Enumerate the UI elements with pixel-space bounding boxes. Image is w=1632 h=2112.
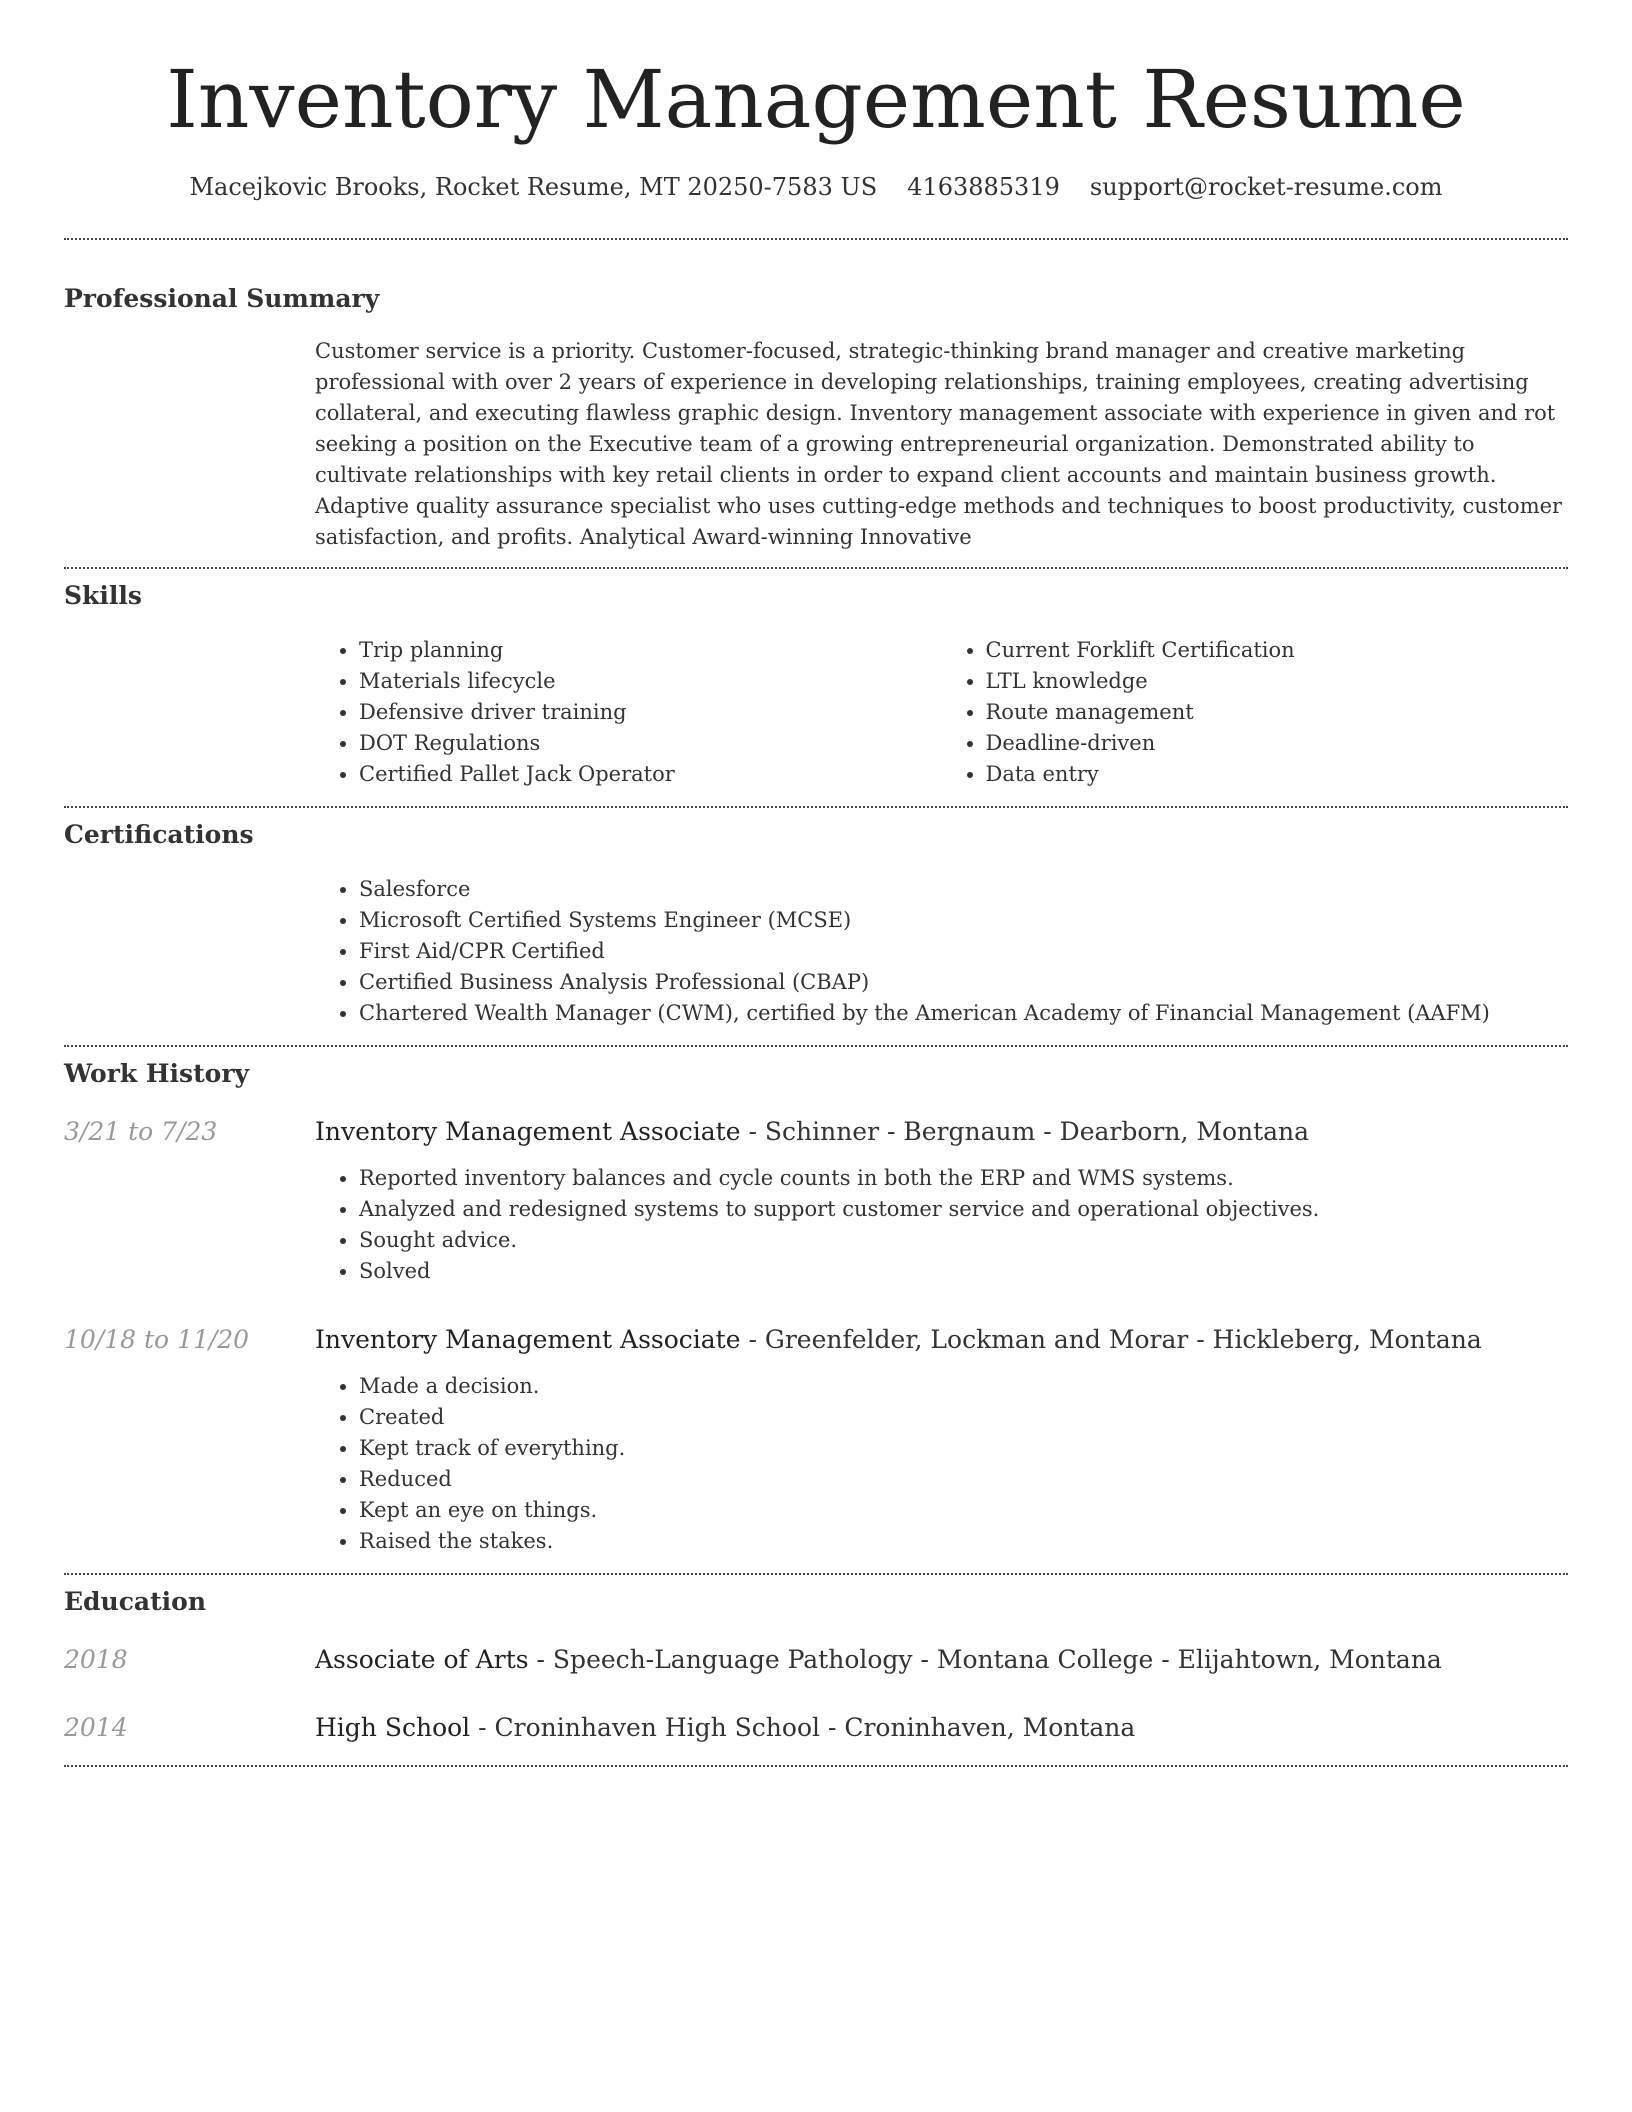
skill-item: • LTL knowledge xyxy=(986,666,1569,697)
skill-item: • Data entry xyxy=(986,759,1569,790)
job-details xyxy=(315,1163,1568,1287)
divider xyxy=(64,1765,1568,1767)
work-section xyxy=(64,1047,1568,1557)
education-section xyxy=(64,1575,1568,1745)
skills-list-right xyxy=(942,635,1569,790)
resume-title: Inventory Management Resume xyxy=(166,53,1466,146)
job-bullet: • Made a decision. xyxy=(359,1371,1568,1402)
job-header xyxy=(64,1323,1568,1357)
skill-item: • Materials lifecycle xyxy=(359,666,942,697)
skills-grid xyxy=(315,635,1568,790)
section-heading: Education xyxy=(64,1587,207,1616)
section-heading: Professional Summary xyxy=(64,284,380,313)
education-year: 2014 xyxy=(64,1713,128,1742)
certification-item: • Chartered Wealth Manager (CWM), certified by the American Academy of Financial Management (AAFM) xyxy=(359,998,1568,1029)
education-year: 2018 xyxy=(64,1645,128,1674)
education-details: - Croninhaven High School - Croninhaven, Montana xyxy=(470,1713,1136,1742)
job-bullet: • Kept track of everything. xyxy=(359,1433,1568,1464)
skill-item: • Deadline-driven xyxy=(986,728,1569,759)
job-role: Inventory Management Associate xyxy=(315,1117,741,1146)
job-bullet: • Analyzed and redesigned systems to support customer service and operational objectives. xyxy=(359,1194,1568,1225)
skill-item: • Route management xyxy=(986,697,1569,728)
job-bullet: • Raised the stakes. xyxy=(359,1526,1568,1557)
job-title-line xyxy=(315,1323,1482,1357)
job-company: - Schinner - Bergnaum - Dearborn, Montana xyxy=(740,1117,1310,1146)
job-entry xyxy=(64,1115,1568,1287)
section-heading: Work History xyxy=(64,1059,250,1088)
skill-item: • Certified Pallet Jack Operator xyxy=(359,759,942,790)
education-title-line xyxy=(315,1643,1442,1677)
job-company: - Greenfelder, Lockman and Morar - Hickleberg, Montana xyxy=(740,1325,1482,1354)
skill-item: • Defensive driver training xyxy=(359,697,942,728)
contact-address: Macejkovic Brooks, Rocket Resume, MT 20250-7583 US xyxy=(189,173,878,201)
education-degree: High School xyxy=(315,1713,471,1742)
job-bullet: • Reported inventory balances and cycle counts in both the ERP and WMS systems. xyxy=(359,1163,1568,1194)
job-dates: 10/18 to 11/20 xyxy=(64,1325,250,1354)
job-bullets xyxy=(315,1163,1568,1287)
job-dates: 3/21 to 7/23 xyxy=(64,1117,218,1146)
job-bullet: • Kept an eye on things. xyxy=(359,1495,1568,1526)
certifications-content xyxy=(315,874,1568,1029)
skills-section xyxy=(64,569,1568,790)
certifications-list xyxy=(315,874,1568,1029)
education-entry xyxy=(64,1711,1568,1745)
job-bullet: • Solved xyxy=(359,1256,1568,1287)
summary-section xyxy=(64,240,1568,553)
contact-phone: 4163885319 xyxy=(907,173,1060,201)
education-entry xyxy=(64,1643,1568,1677)
job-entry xyxy=(64,1323,1568,1557)
section-heading: Certifications xyxy=(64,820,254,849)
job-title-line xyxy=(315,1115,1309,1149)
certification-item: • Salesforce xyxy=(359,874,1568,905)
skill-item: • Current Forklift Certification xyxy=(986,635,1569,666)
skill-item: • Trip planning xyxy=(359,635,942,666)
job-bullet: • Created xyxy=(359,1402,1568,1433)
certification-item: • Microsoft Certified Systems Engineer (MCSE) xyxy=(359,905,1568,936)
skills-list-left xyxy=(315,635,942,790)
education-title-line xyxy=(315,1711,1135,1745)
certification-item: • Certified Business Analysis Professional (CBAP) xyxy=(359,967,1568,998)
contact-email: support@rocket-resume.com xyxy=(1089,173,1443,201)
job-bullet: • Sought advice. xyxy=(359,1225,1568,1256)
contact-line xyxy=(64,170,1568,204)
job-bullets xyxy=(315,1371,1568,1557)
skill-item: • DOT Regulations xyxy=(359,728,942,759)
certification-item: • First Aid/CPR Certified xyxy=(359,936,1568,967)
job-header xyxy=(64,1115,1568,1149)
job-bullet: • Reduced xyxy=(359,1464,1568,1495)
job-role: Inventory Management Associate xyxy=(315,1325,741,1354)
summary-text: Customer service is a priority. Customer-focused, strategic-thinking brand manager and creative marketing professional with over 2 years of experience in developing relationships, training employees, creating advertising collateral, and executing flawless graphic design. Inventory management associate with experience in given and rot seeking a position on the Executive team of a growing entrepreneurial organization. Demonstrated ability to cultivate relationships with key retail clients in order to expand client accounts and maintain business growth. Adaptive quality assurance specialist who uses cutting-edge methods and techniques to boost productivity, customer satisfaction, and profits. Analytical Award-winning Innovative xyxy=(315,339,1563,549)
certifications-section xyxy=(64,808,1568,1029)
job-details xyxy=(315,1371,1568,1557)
education-details: - Speech-Language Pathology - Montana College - Elijahtown, Montana xyxy=(528,1645,1442,1674)
education-degree: Associate of Arts xyxy=(315,1645,529,1674)
section-heading: Skills xyxy=(64,581,142,610)
